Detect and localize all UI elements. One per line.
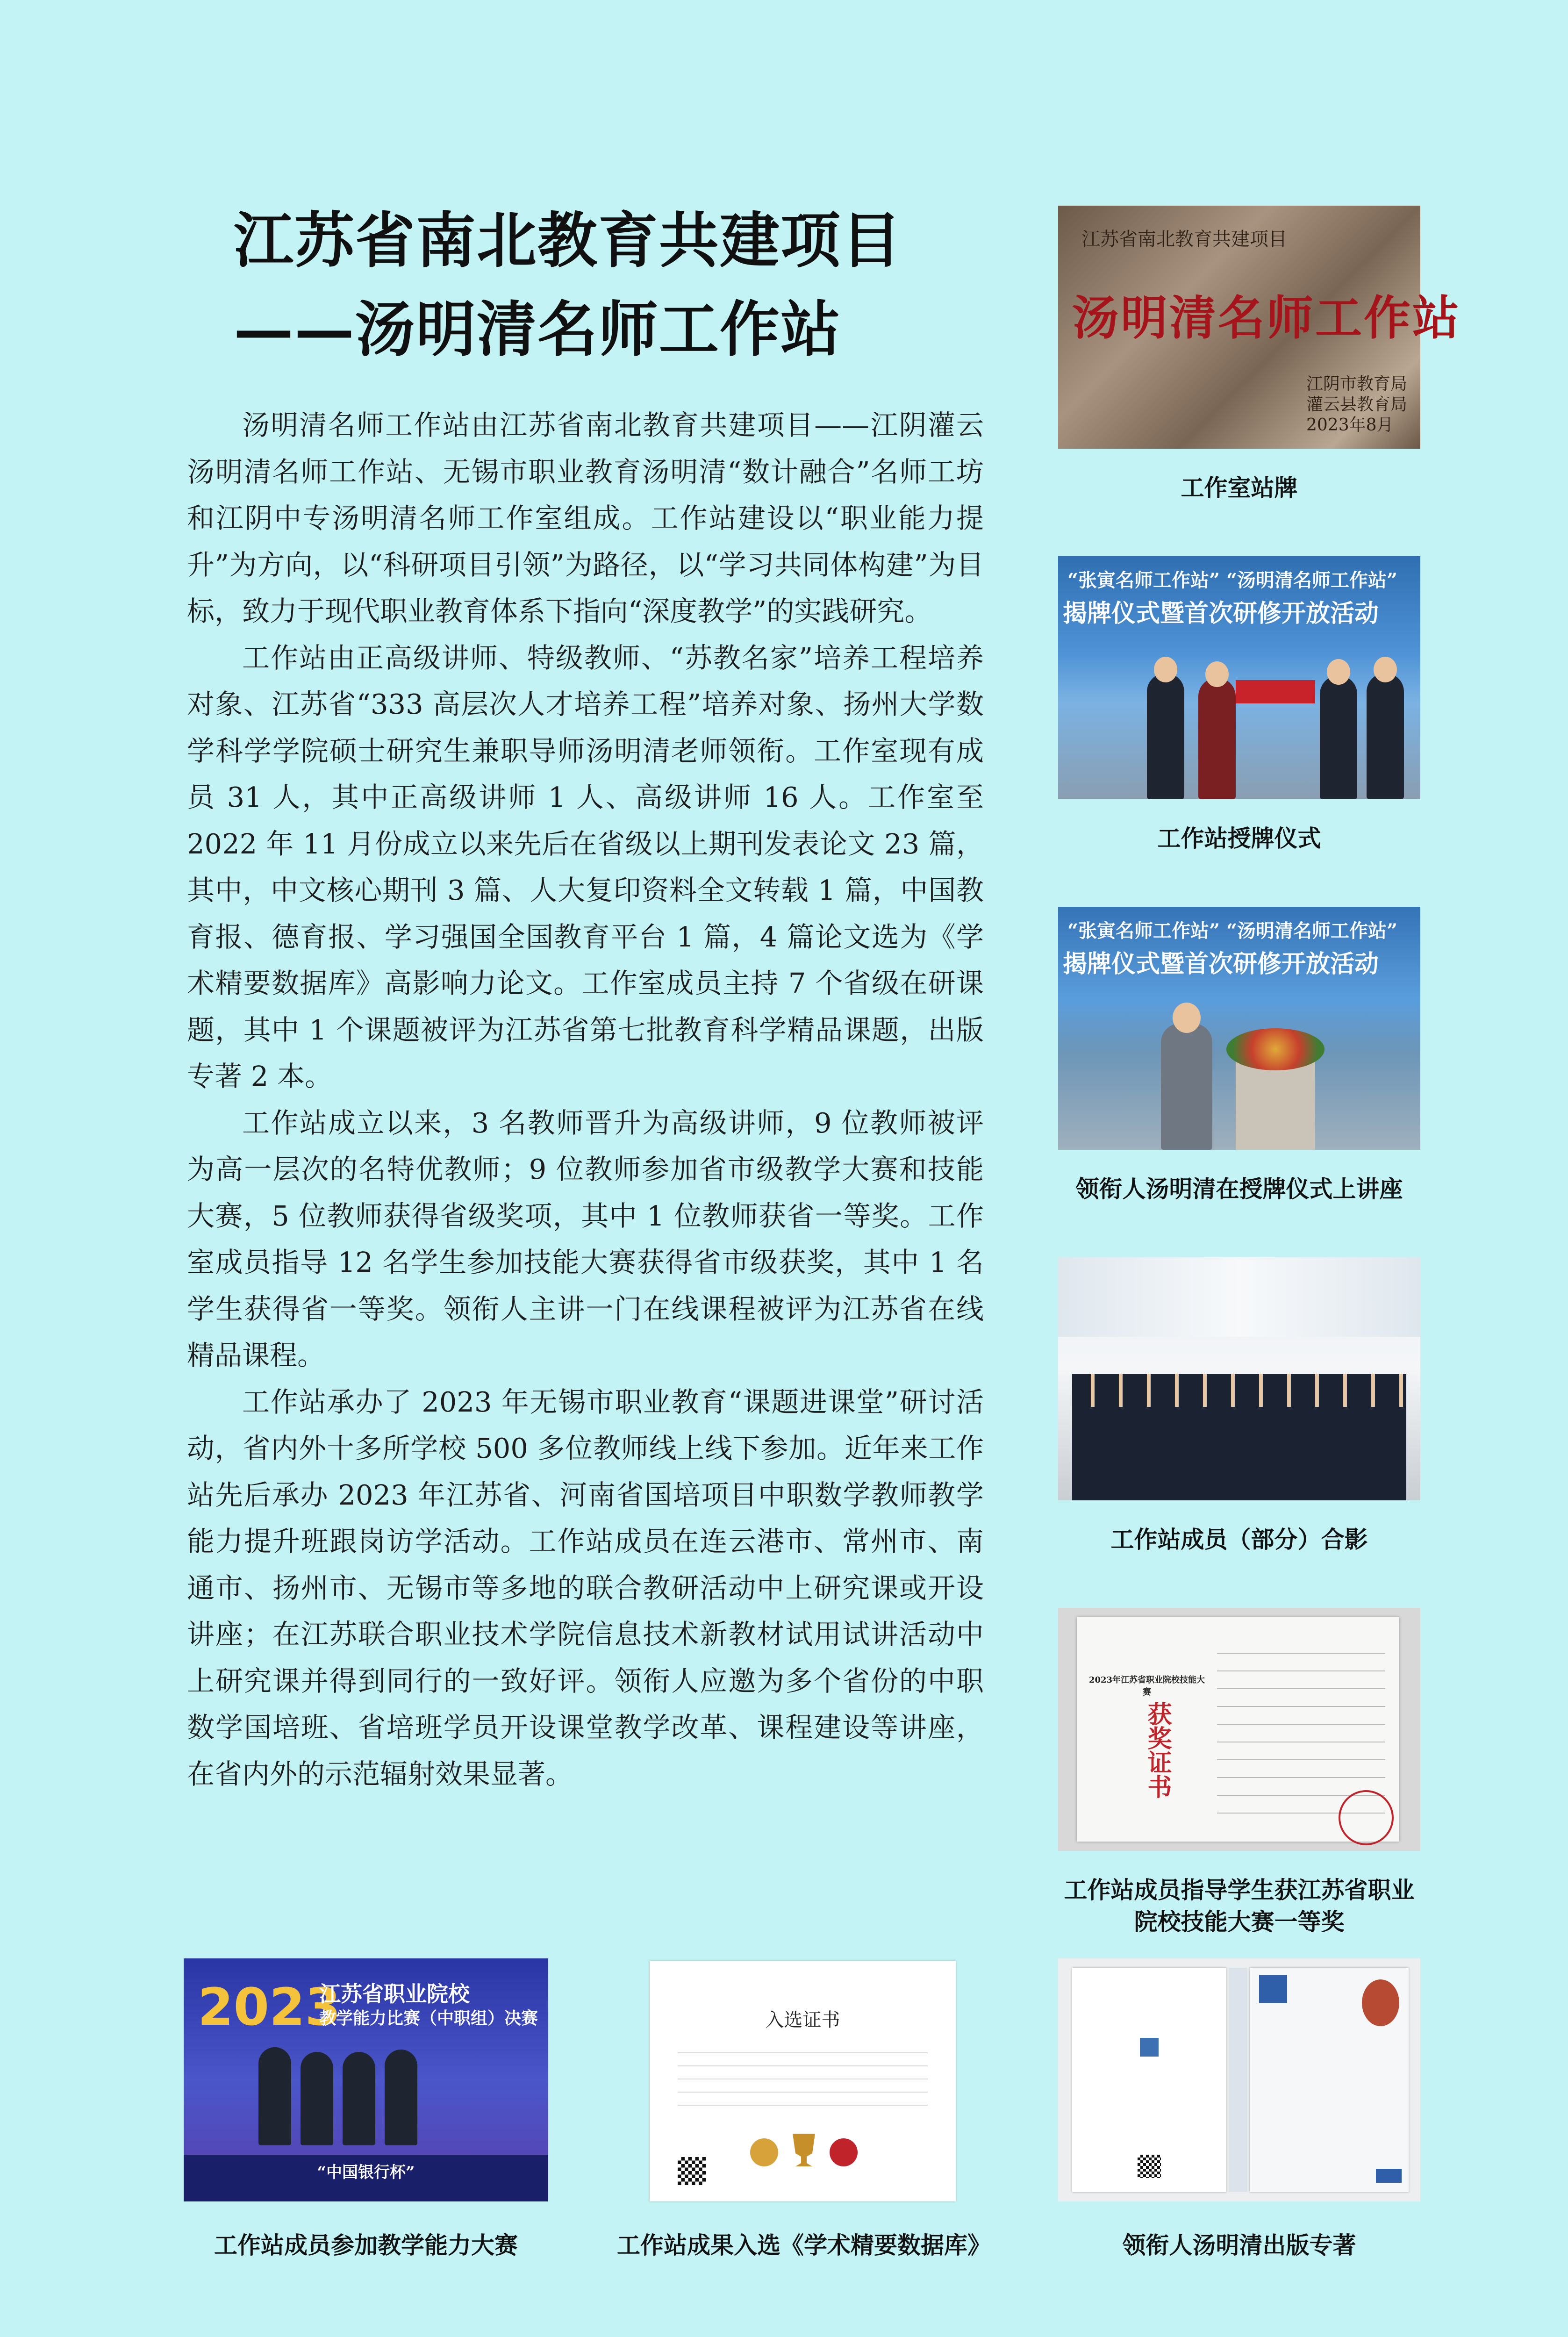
certificate-lines <box>678 2040 928 2115</box>
caption-award: 工作站成员指导学生获江苏省职业院校技能大赛一等奖 <box>1064 1877 1415 1936</box>
ceremony-photo <box>1058 556 1420 799</box>
plaque-photo <box>1058 206 1461 449</box>
publisher-logo <box>1376 2169 1402 2183</box>
red-cloth <box>1236 680 1315 703</box>
title-line-1: 江苏省南北教育共建项目 <box>234 206 902 276</box>
author-photo <box>1362 1979 1399 2026</box>
medal-icon <box>830 2138 858 2166</box>
person-figure <box>301 2052 333 2145</box>
book-front-cover <box>1250 1968 1409 2192</box>
award-certificate-photo <box>1058 1608 1420 1851</box>
person-head <box>1374 657 1397 682</box>
person-figure <box>1367 673 1404 799</box>
person-figure <box>1147 673 1184 799</box>
medal-icon <box>750 2138 778 2166</box>
contest-title-2: 教学能力比赛（中职组）决赛 <box>319 2008 538 2028</box>
podium <box>1236 1061 1315 1150</box>
front-row <box>1072 1407 1406 1500</box>
flowers <box>1226 1028 1325 1070</box>
person-head <box>1327 659 1350 685</box>
caption-plaque: 工作室站牌 <box>1181 474 1298 502</box>
back-row <box>1072 1374 1406 1412</box>
plaque-org <box>1306 374 1407 436</box>
caption-group: 工作站成员（部分）合影 <box>1110 1526 1368 1553</box>
book-photo <box>1058 1958 1420 2201</box>
backdrop <box>1058 1257 1420 1337</box>
person-figure <box>385 2050 417 2145</box>
article-body <box>187 402 984 1797</box>
plaque-org-1: 江阴市教育局 <box>1306 374 1407 394</box>
caption-database: 工作站成果入选《学术精要数据库》 <box>617 2232 991 2259</box>
person-head <box>1205 661 1229 687</box>
caption-contest: 工作站成员参加教学能力大赛 <box>214 2232 518 2259</box>
title-line-2: ——汤明清名师工作站 <box>234 294 842 365</box>
plaque-top-text: 江苏省南北教育共建项目 <box>1081 229 1287 250</box>
certificate-title: 获奖证书 <box>1143 1701 1172 1799</box>
database-certificate <box>650 1961 956 2201</box>
paragraph-2: 工作站由正高级讲师、特级教师、“苏教名家”培养工程培养对象、江苏省“333 高层次人才培养工程”培养对象、扬州大学数学科学学院硕士研究生兼职导师汤明清老师领衔。工作室现有成员 31 人，其中正高级讲师 1 人、高级讲师 16 人。工作室至 2022 年 11 月份成立以来先后在省级以上期刊发表论文 23 篇，其中，中文核心期刊 3 篇、人大复印资料全文转载 1 篇，中国教育报、德育报、学习强国全国教育平台 1 篇，4 篇论文选为《学术精要数据库》高影响力论文。工作室成员主持 7 个省级在研课题，其中 1 个课题被评为江苏省第七批教育科学精品课题，出版专著 2 本。 <box>187 641 984 1092</box>
book-back-cover <box>1072 1968 1226 2192</box>
certificate-contest: 2023年江苏省职业院校技能大赛 <box>1088 1675 1205 1697</box>
qr-code-icon <box>678 2157 706 2185</box>
person-head <box>1154 657 1177 682</box>
lecture-banner-line2: 揭牌仪式暨首次研修开放活动 <box>1063 950 1379 978</box>
caption-ceremony: 工作站授牌仪式 <box>1157 825 1321 852</box>
ceremony-banner-line1: “张寅名师工作站” “汤明清名师工作站” <box>1067 569 1397 591</box>
person-figure <box>258 2047 291 2145</box>
qr-code-icon <box>1138 2155 1161 2178</box>
red-seal <box>1339 1790 1394 1845</box>
contest-title-1: 江苏省职业院校 <box>319 1981 470 2007</box>
caption-lecture: 领衔人汤明清在授牌仪式上讲座 <box>1075 1176 1403 1203</box>
caption-book: 领衔人汤明清出版专著 <box>1122 2232 1356 2259</box>
book-spine <box>1229 1968 1247 2192</box>
group-photo <box>1058 1257 1420 1500</box>
paragraph-4: 工作站承办了 2023 年无锡市职业教育“课题进课堂”研讨活动，省内外十多所学校 500 多位教师线上线下参加。近年来工作站先后承办 2023 年江苏省、河南省国培项目中职数学教师教学能力提升班跟岗访学活动。工作站成员在连云港市、常州市、南通市、扬州市、无锡市等多地的联合教研活动中上研究课或开设讲座；在江苏联合职业技术学院信息技术新教材试用试讲活动中上研究课并得到同行的一致好评。领衔人应邀为多个省份的中职数学国培班、省培班学员开设课堂教学改革、课程建设等讲座，在省内外的示范辐射效果显著。 <box>187 1385 984 1790</box>
contest-photo <box>184 1958 548 2201</box>
contest-banner: “中国银行杯” <box>317 2163 415 2182</box>
person-figure <box>1320 675 1357 799</box>
contest-year: 2023 <box>198 1977 341 2037</box>
speaker-head <box>1173 1003 1201 1033</box>
person-figure <box>1198 678 1236 799</box>
database-certificate-title: 入选证书 <box>765 2009 840 2031</box>
speaker-figure <box>1161 1024 1212 1150</box>
paragraph-3: 工作站成立以来，3 名教师晋升为高级讲师，9 位教师被评为高一层次的名特优教师；9 位教师参加省市级教学大赛和技能大赛，5 位教师获得省级奖项，其中 1 位教师获省一等奖。工作室成员指导 12 名学生参加技能大赛获得省市级获奖，其中 1 名学生获得省一等奖。领衔人主讲一门在线课程被评为江苏省在线精品课程。 <box>187 1106 984 1371</box>
lecture-banner-line1: “张寅名师工作站” “汤明清名师工作站” <box>1067 920 1397 942</box>
page-title <box>234 196 1028 374</box>
plaque-name: 汤明清名师工作站 <box>1072 290 1461 345</box>
trophy-icon <box>790 2134 818 2166</box>
logo-icon <box>1140 2038 1159 2057</box>
certificate-paper <box>1077 1617 1399 1842</box>
person-figure <box>343 2052 375 2145</box>
ceremony-banner-line2: 揭牌仪式暨首次研修开放活动 <box>1063 599 1379 628</box>
plaque-org-2: 灌云县教育局 <box>1306 395 1407 414</box>
plaque-date: 2023年8月 <box>1306 416 1394 435</box>
lecture-photo <box>1058 907 1420 1150</box>
paragraph-1: 汤明清名师工作站由江苏省南北教育共建项目——江阴灌云汤明清名师工作站、无锡市职业教育汤明清“数计融合”名师工坊和江阴中专汤明清名师工作室组成。工作站建设以“职业能力提升”为方向，以“科研项目引领”为路径，以“学习共同体构建”为目标，致力于现代职业教育体系下指向“深度教学”的实践研究。 <box>187 409 984 627</box>
cover-emblem <box>1259 1975 1287 2003</box>
